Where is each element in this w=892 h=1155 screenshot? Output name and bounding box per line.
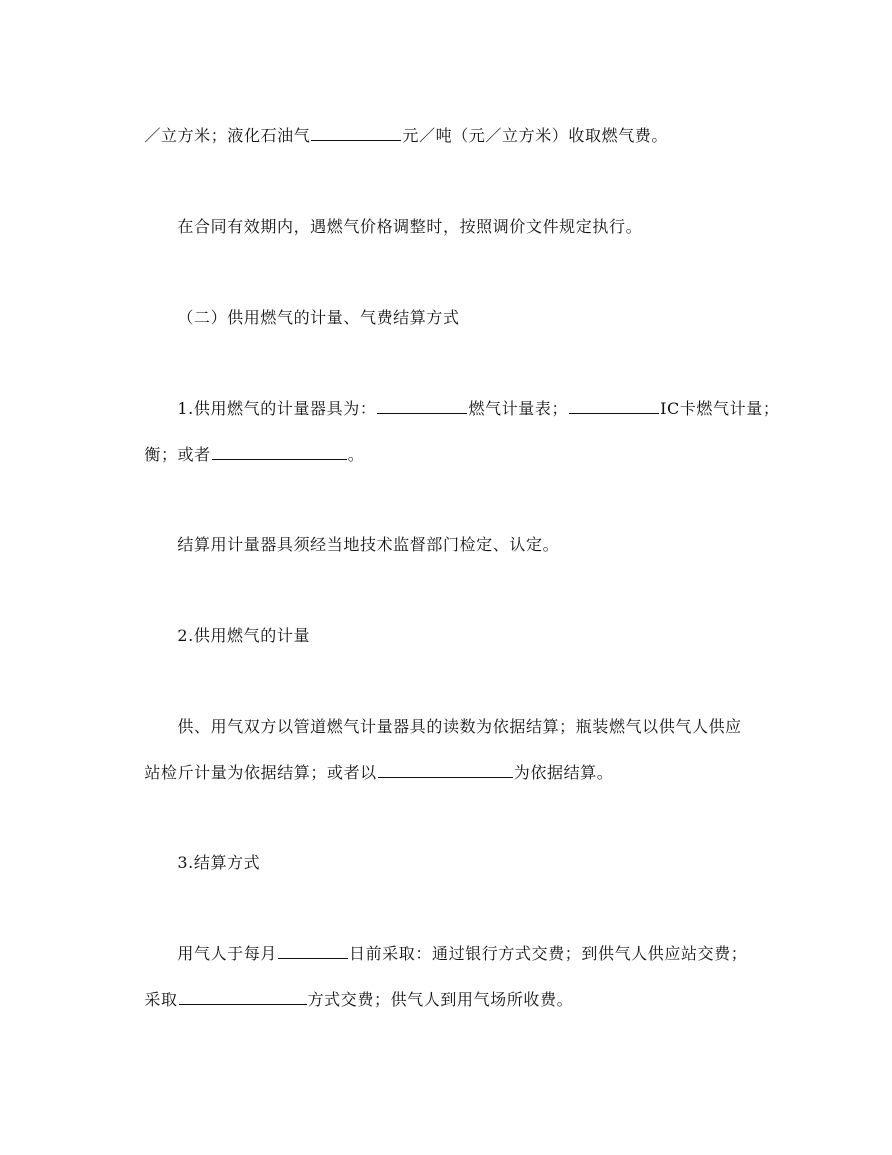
paragraph-meter-types-line1: [166, 379, 779, 419]
meter-verification-text: 结算用计量器具须经当地技术监督部门检定、认定。: [177, 535, 560, 554]
payment-text-a: 用气人于每月: [177, 944, 277, 963]
section-heading-text: （二）供用燃气的计量、气费结算方式: [177, 308, 460, 327]
subheading-metering-text: 供用燃气的计量: [193, 626, 311, 645]
other-meter-blank[interactable]: [212, 445, 347, 460]
payment-text-b: 日前采取：通过银行方式交费；到供气人供应站交费；: [348, 944, 748, 963]
paragraph-settlement-basis-line1: [166, 697, 742, 737]
subheading-metering: [166, 606, 310, 646]
subheading-settlement-text: 结算方式: [193, 853, 261, 872]
payment-text-d: 方式交费；供气人到用气场所收费。: [307, 990, 574, 1009]
meter-types-text-c: IC卡燃气计量；: [660, 399, 780, 418]
payment-method-blank[interactable]: [179, 990, 307, 1005]
settlement-basis-blank[interactable]: [378, 763, 513, 778]
paragraph-price-line: [133, 106, 668, 146]
price-text-start: ／立方米；液化石油气: [144, 126, 311, 145]
item-number-3: 3.: [177, 853, 194, 872]
meter-types-text-d: 衡；或者: [144, 445, 211, 464]
ic-card-meter-blank[interactable]: [569, 399, 659, 414]
meter-types-text-e: 。: [347, 445, 365, 464]
price-adjustment-text: 在合同有效期内，遇燃气价格调整时，按照调价文件规定执行。: [177, 217, 643, 236]
settlement-basis-text-c: 为依据结算。: [513, 763, 614, 782]
payment-text-c: 采取: [144, 990, 178, 1009]
lpg-price-blank[interactable]: [311, 126, 401, 141]
settlement-basis-text-b: 站检斤计量为依据结算；或者以: [144, 763, 377, 782]
paragraph-meter-verification: [166, 515, 559, 555]
item-number-1: 1.: [177, 399, 194, 418]
paragraph-settlement-basis-line2: [133, 743, 613, 783]
gas-meter-blank[interactable]: [377, 399, 467, 414]
item-number-2: 2.: [177, 626, 194, 645]
meter-types-text-b: 燃气计量表；: [468, 399, 569, 418]
payment-day-blank[interactable]: [278, 944, 348, 959]
paragraph-meter-types-line2: [133, 425, 364, 465]
subheading-settlement-method: [166, 833, 260, 873]
paragraph-payment-line1: [166, 924, 747, 964]
settlement-basis-text-a: 供、用气双方以管道燃气计量器具的读数为依据结算；瓶装燃气以供气人供应: [177, 717, 742, 736]
paragraph-price-adjustment: [166, 197, 642, 237]
meter-types-text-a: 供用燃气的计量器具为：: [193, 399, 377, 418]
section-heading-metering: [166, 288, 460, 328]
paragraph-payment-line2: [133, 970, 573, 1010]
price-text-end: 元／吨（元／立方米）收取燃气费。: [402, 126, 668, 145]
